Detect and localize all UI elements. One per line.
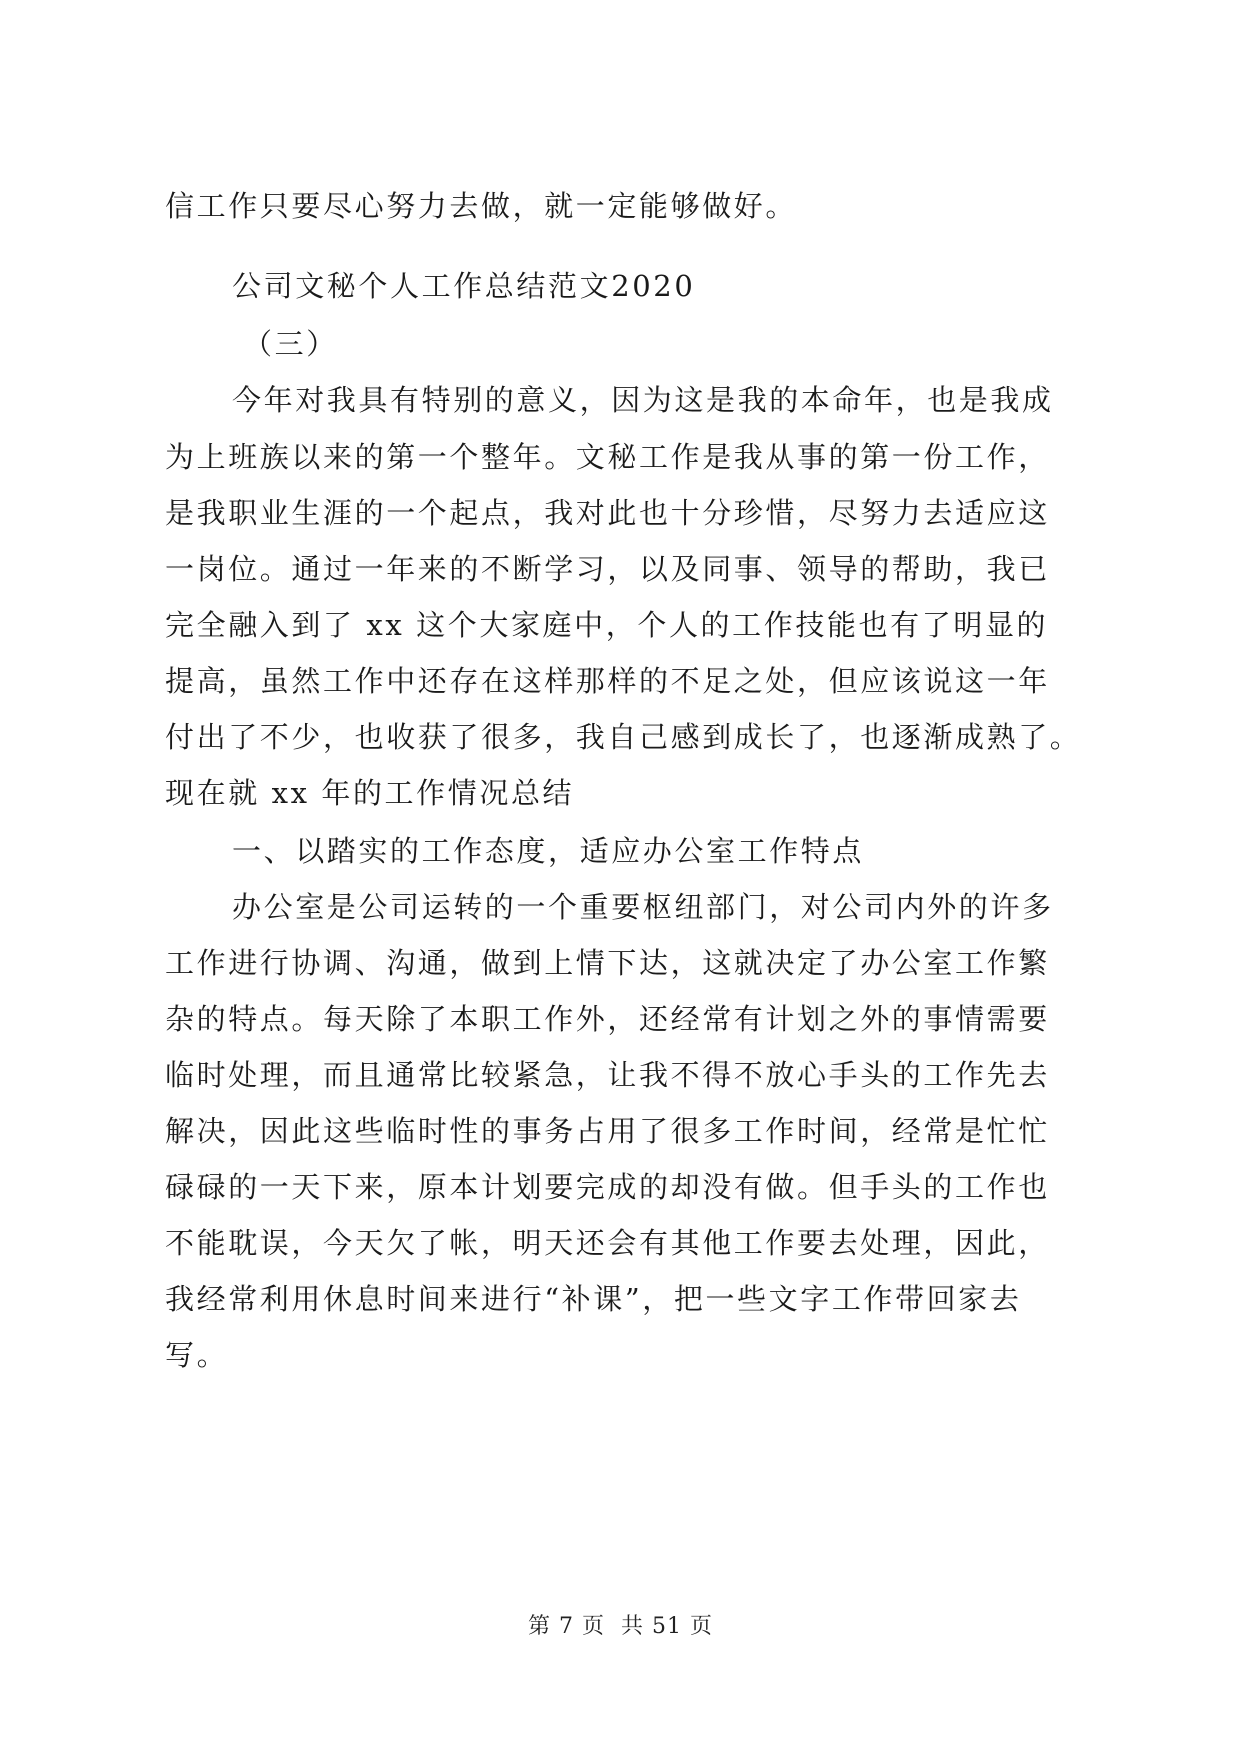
body-text-line: 为上班族以来的第一个整年。文秘工作是我从事的第一份工作， <box>165 440 1050 474</box>
section-title: 公司文秘个人工作总结范文2020 <box>232 269 696 303</box>
body-text-line: 办公室是公司运转的一个重要枢纽部门，对公司内外的许多 <box>232 890 1054 924</box>
body-text-line: 是我职业生涯的一个起点，我对此也十分珍惜，尽努力去适应这 <box>165 496 1050 530</box>
body-text-line: 写。 <box>165 1338 229 1372</box>
body-text-line: 工作进行协调、沟通，做到上情下达，这就决定了办公室工作繁 <box>165 946 1050 980</box>
body-text-line: 我经常利用休息时间来进行“补课”，把一些文字工作带回家去 <box>165 1282 1022 1316</box>
body-text-line: 付出了不少，也收获了很多，我自己感到成长了，也逐渐成熟了。 <box>165 720 1082 754</box>
body-text-line: 今年对我具有特别的意义，因为这是我的本命年，也是我成 <box>232 383 1054 417</box>
body-text-line: 提高，虽然工作中还存在这样那样的不足之处，但应该说这一年 <box>165 664 1050 698</box>
section-heading: 一、以踏实的工作态度，适应办公室工作特点 <box>232 834 865 868</box>
page-footer <box>0 1612 1241 1642</box>
body-text-line: 临时处理，而且通常比较紧急，让我不得不放心手头的工作先去 <box>165 1058 1050 1092</box>
body-text-line: 现在就 xx 年的工作情况总结 <box>165 776 575 810</box>
body-text-line: 不能耽误，今天欠了帐，明天还会有其他工作要去处理，因此， <box>165 1226 1050 1260</box>
body-text-line: 信工作只要尽心努力去做，就一定能够做好。 <box>165 189 798 223</box>
body-text-line: 杂的特点。每天除了本职工作外，还经常有计划之外的事情需要 <box>165 1002 1050 1036</box>
body-text-line: 碌碌的一天下来，原本计划要完成的却没有做。但手头的工作也 <box>165 1170 1050 1204</box>
section-subtitle: （三） <box>243 327 338 361</box>
page-number: 第 7 页 共 51 页 <box>528 1614 713 1639</box>
body-text-line: 一岗位。通过一年来的不断学习，以及同事、领导的帮助，我已 <box>165 552 1050 586</box>
body-text-line: 完全融入到了 xx 这个大家庭中，个人的工作技能也有了明显的 <box>165 608 1049 642</box>
body-text-line: 解决，因此这些临时性的事务占用了很多工作时间，经常是忙忙 <box>165 1114 1050 1148</box>
